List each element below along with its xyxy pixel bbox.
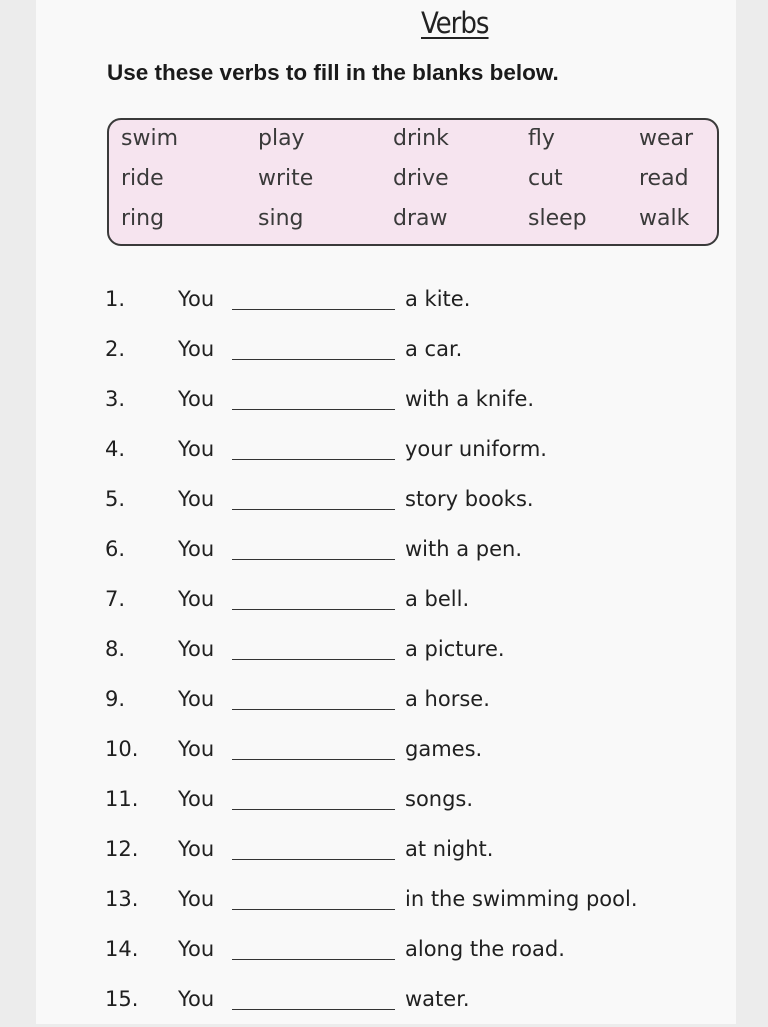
question-number: 14. [105,937,139,961]
question-number: 15. [105,987,139,1011]
word-bank-verb: swim [121,126,178,151]
word-bank-verb: read [639,166,689,191]
answer-blank[interactable] [232,859,395,860]
question-subject: You [178,887,215,911]
question-subject: You [178,687,215,711]
question-number: 3. [105,387,126,411]
answer-blank[interactable] [232,1009,395,1010]
question-number: 4. [105,437,126,461]
question-number: 7. [105,587,126,611]
question-ending: your uniform. [405,437,547,461]
question-subject: You [178,587,215,611]
question-subject: You [178,287,215,311]
answer-blank[interactable] [232,959,395,960]
word-bank-verb: fly [528,126,555,151]
question-subject: You [178,787,215,811]
answer-blank[interactable] [232,909,395,910]
answer-blank[interactable] [232,809,395,810]
question-number: 5. [105,487,126,511]
answer-blank[interactable] [232,309,395,310]
answer-blank[interactable] [232,509,395,510]
question-row [0,487,768,527]
answer-blank[interactable] [232,609,395,610]
question-ending: along the road. [405,937,565,961]
question-ending: a bell. [405,587,470,611]
question-ending: a car. [405,337,463,361]
question-row [0,687,768,727]
word-bank-verb: sleep [528,206,587,231]
question-row [0,337,768,377]
instruction-text: Use these verbs to fill in the blanks below. [107,60,559,85]
question-subject: You [178,437,215,461]
question-row [0,837,768,877]
word-bank-verb: wear [639,126,694,151]
question-row [0,587,768,627]
question-subject: You [178,837,215,861]
question-number: 10. [105,737,139,761]
question-row [0,437,768,477]
question-row [0,787,768,827]
answer-blank[interactable] [232,459,395,460]
question-row [0,387,768,427]
word-bank-verb: write [258,166,314,191]
question-subject: You [178,987,215,1011]
answer-blank[interactable] [232,759,395,760]
question-row [0,937,768,977]
answer-blank[interactable] [232,659,395,660]
question-subject: You [178,487,215,511]
question-row [0,287,768,327]
word-bank-verb: cut [528,166,563,191]
question-number: 12. [105,837,139,861]
question-number: 11. [105,787,139,811]
question-ending: a horse. [405,687,490,711]
answer-blank[interactable] [232,359,395,360]
word-bank-verb: ring [121,206,165,231]
question-subject: You [178,737,215,761]
word-bank-verb: sing [258,206,304,231]
word-bank-verb: drink [393,126,449,151]
worksheet-title: Verbs [421,6,489,40]
verb-word-bank [107,118,719,246]
word-bank-verb: draw [393,206,448,231]
question-row [0,887,768,927]
question-ending: at night. [405,837,494,861]
answer-blank[interactable] [232,559,395,560]
question-subject: You [178,337,215,361]
question-subject: You [178,537,215,561]
question-ending: a picture. [405,637,505,661]
question-subject: You [178,637,215,661]
question-subject: You [178,387,215,411]
question-row [0,737,768,777]
question-number: 6. [105,537,126,561]
question-number: 8. [105,637,126,661]
question-row [0,537,768,577]
question-number: 9. [105,687,126,711]
question-number: 2. [105,337,126,361]
question-ending: water. [405,987,470,1011]
question-ending: in the swimming pool. [405,887,638,911]
answer-blank[interactable] [232,709,395,710]
question-subject: You [178,937,215,961]
word-bank-verb: ride [121,166,164,191]
question-row [0,987,768,1027]
question-ending: a kite. [405,287,471,311]
question-row [0,637,768,677]
question-ending: games. [405,737,483,761]
word-bank-verb: walk [639,206,690,231]
question-number: 13. [105,887,139,911]
question-ending: with a pen. [405,537,523,561]
question-ending: songs. [405,787,474,811]
question-ending: with a knife. [405,387,535,411]
word-bank-verb: drive [393,166,449,191]
question-ending: story books. [405,487,534,511]
answer-blank[interactable] [232,409,395,410]
word-bank-verb: play [258,126,305,151]
question-number: 1. [105,287,126,311]
